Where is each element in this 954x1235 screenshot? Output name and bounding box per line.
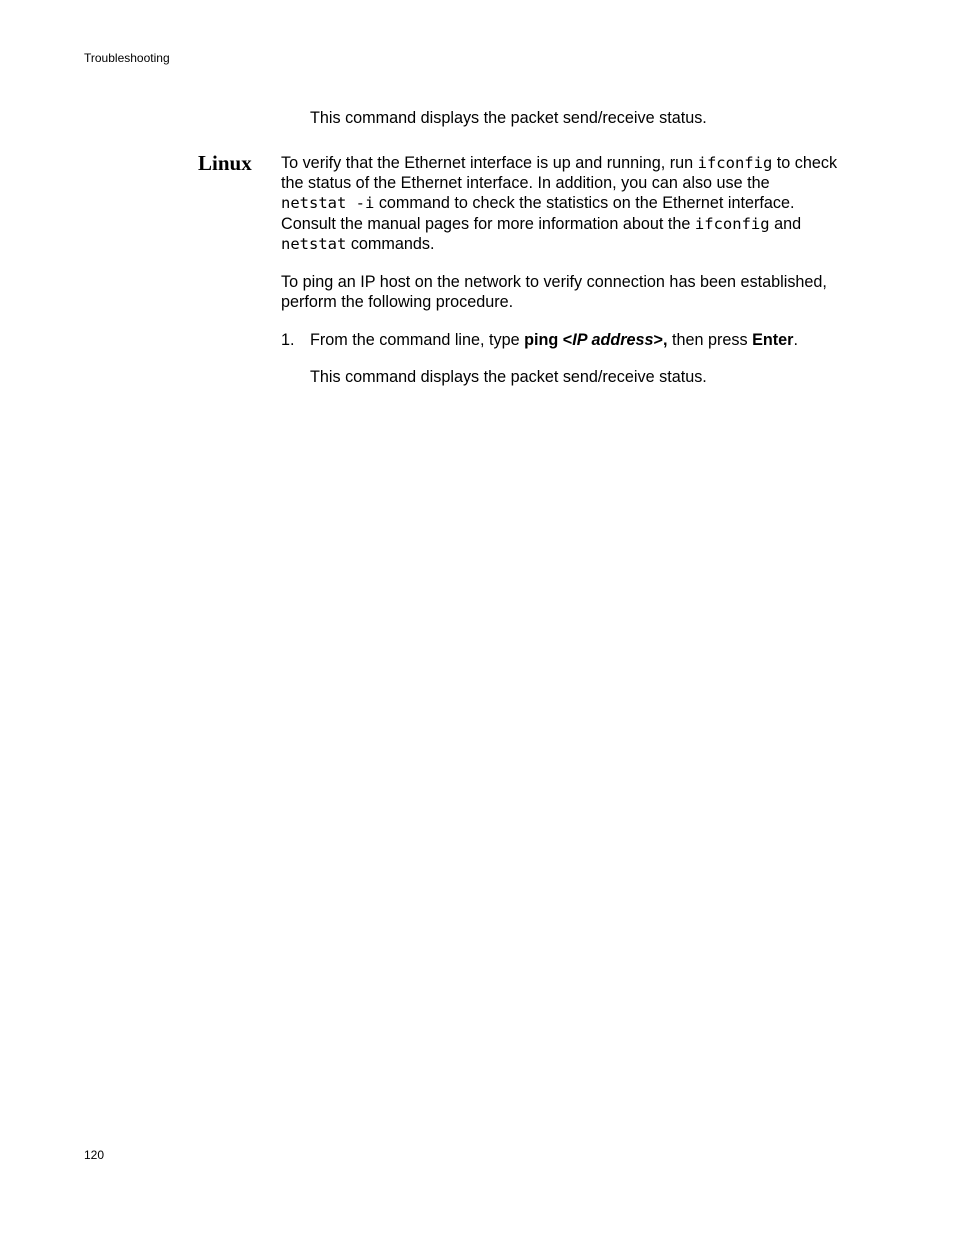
- text-run: to check the status of the Ethernet interface. In addition, you can also use the: [281, 154, 838, 193]
- step-number: 1.: [281, 331, 295, 349]
- text-run: and: [769, 214, 802, 233]
- text-run: To verify that the Ethernet interface is up and running, run: [281, 154, 698, 172]
- ip-address-placeholder: IP address: [572, 331, 654, 349]
- enter-key-label: Enter: [752, 331, 794, 349]
- command-netstat: netstat: [281, 234, 347, 253]
- step-1-result-text: This command displays the packet send/receive status.: [310, 368, 707, 386]
- running-header: Troubleshooting: [84, 51, 170, 65]
- page-number: 120: [84, 1148, 105, 1162]
- command-ifconfig: ifconfig: [697, 154, 773, 172]
- text-run: ping <: [524, 331, 573, 349]
- ping-command: [524, 331, 667, 349]
- text-run: command to check the statistics on the Ethernet interface. Consult the manual pages for more information about the: [281, 194, 795, 233]
- text-run: .: [793, 331, 798, 349]
- text-run: then press: [667, 331, 753, 349]
- text-run: >,: [653, 331, 668, 349]
- intro-status-text: This command displays the packet send/receive status.: [310, 109, 707, 127]
- command-netstat-i: netstat -i: [281, 194, 375, 213]
- text-run: commands.: [346, 234, 435, 253]
- command-ifconfig: ifconfig: [694, 214, 770, 233]
- text-run: From the command line, type: [310, 331, 525, 349]
- linux-paragraph-ifconfig: [281, 153, 841, 254]
- linux-paragraph-ping-intro: To ping an IP host on the network to verify connection has been established, perform the following procedure.: [281, 273, 827, 312]
- section-heading-linux: Linux: [198, 151, 252, 175]
- step-text: [310, 330, 798, 350]
